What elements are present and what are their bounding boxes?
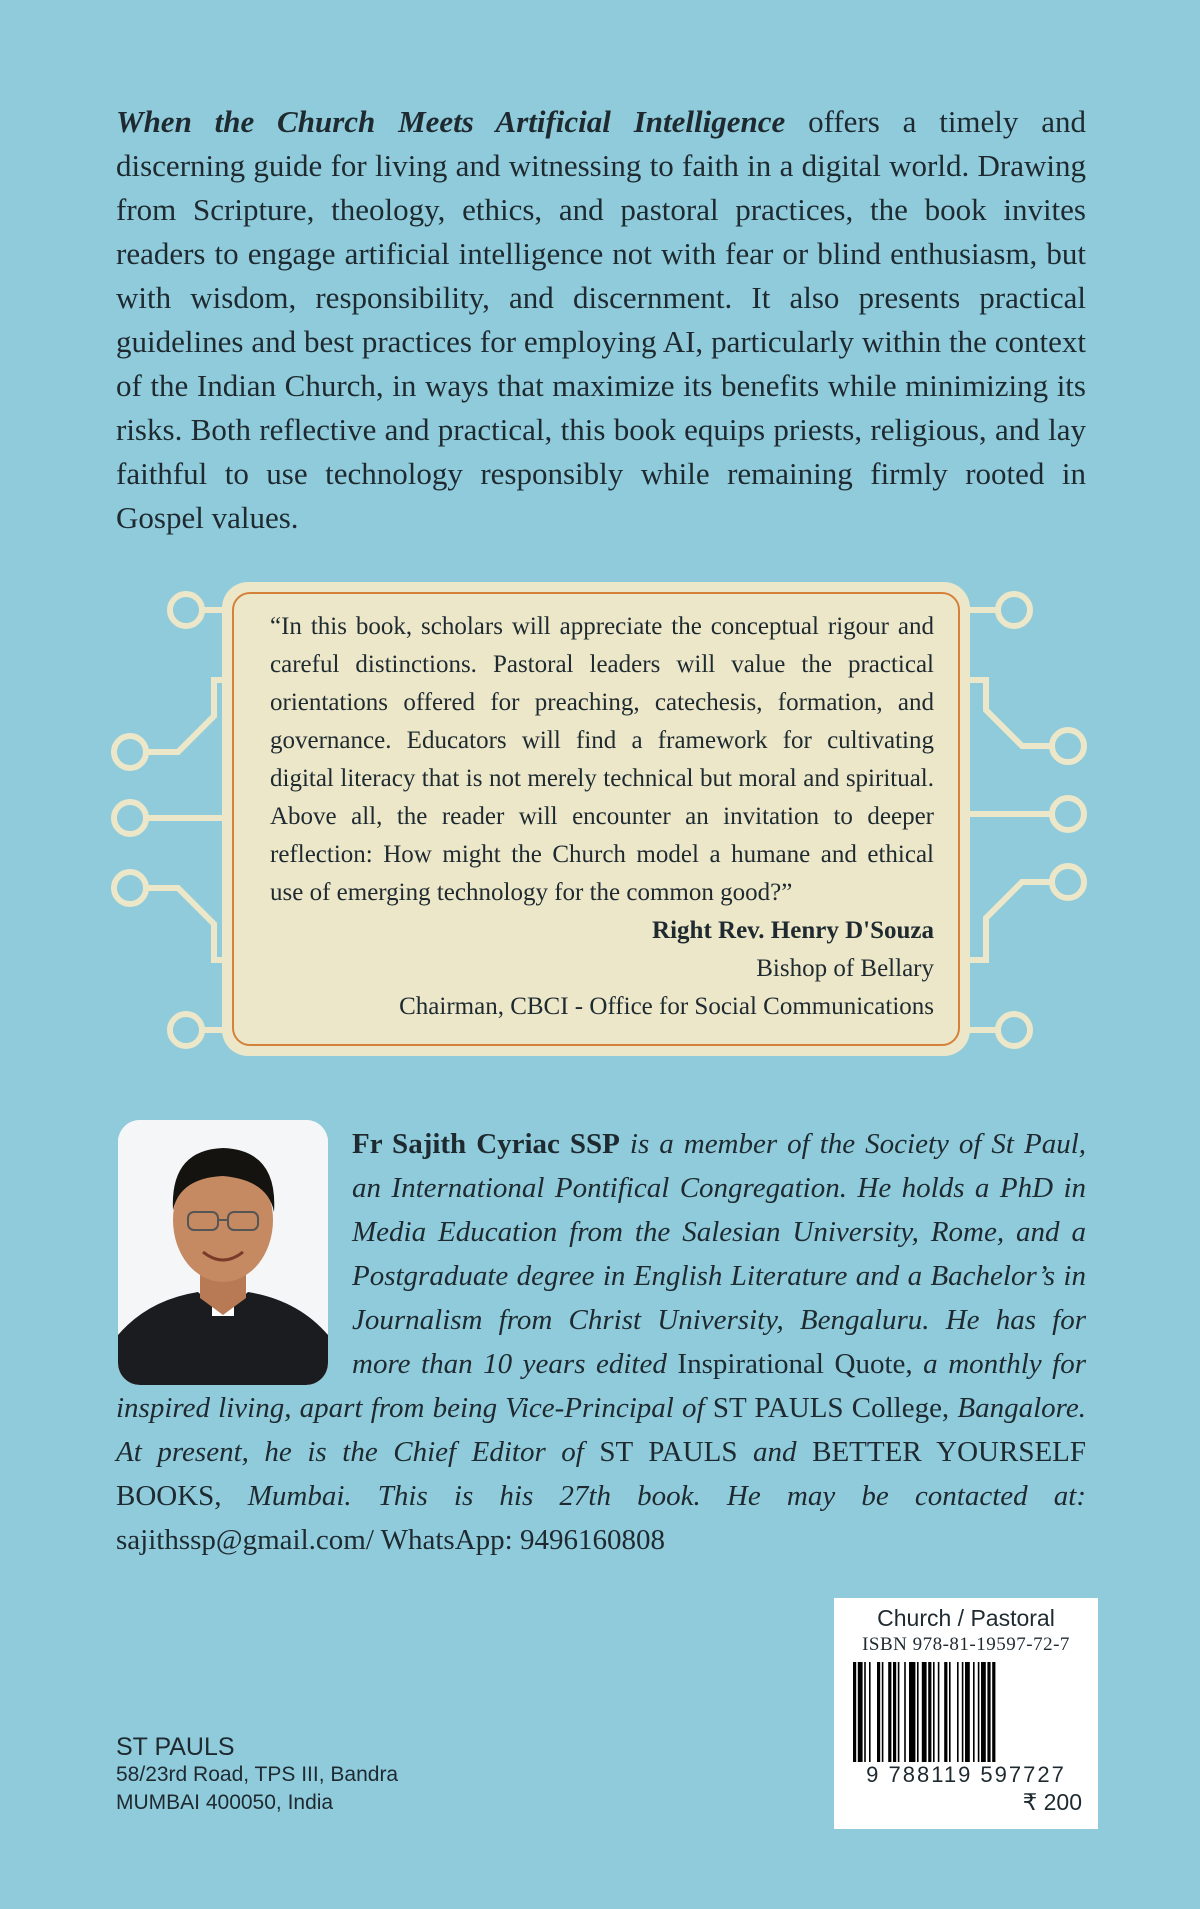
publisher-address — [116, 1733, 398, 1817]
endorser-name-text: Right Rev. Henry D'Souza — [652, 917, 934, 944]
author-bio-1: is a member of the Society of St Paul, an International Pontifical Congregation. He holds a PhD in Media Education from the Salesian University, Rome, and a Postgraduate degree in English Literature and a Bachelor’s in Journalism from Christ University, Bengaluru. He has for more than 10 years edited — [352, 1128, 1087, 1380]
isbn-text: ISBN 978-81-19597-72-7 — [862, 1634, 1070, 1655]
endorser-role-2: Chairman, CBCI - Office for Social Communications — [399, 993, 934, 1020]
book-title: When the Church Meets Artificial Intelligence — [116, 104, 786, 139]
author-bio-8: BETTER YOURSELF BOOKS, — [116, 1436, 1087, 1512]
book-category: Church / Pastoral — [877, 1605, 1055, 1631]
author-bio-5: Bangalore. At present, he is the Chief Editor of — [116, 1392, 1086, 1468]
book-blurb — [116, 100, 1086, 540]
author-bio-7: and — [737, 1436, 813, 1468]
author-contact: sajithssp@gmail.com/ WhatsApp: 9496160808 — [116, 1524, 665, 1556]
barcode-number: 9 788119 597727 — [866, 1762, 1066, 1787]
author-bio-2: Inspirational Quote, — [677, 1348, 913, 1380]
barcode-icon — [851, 1662, 1081, 1762]
endorsement-panel — [222, 582, 970, 1056]
publisher-name: ST PAULS — [116, 1733, 235, 1761]
author-name: Fr Sajith Cyriac SSP — [352, 1128, 620, 1160]
endorser-name — [270, 912, 934, 950]
endorsement-frame — [232, 592, 960, 1046]
author-bio-6: ST PAULS — [599, 1436, 738, 1468]
author-bio-9: Mumbai. This is his 27th book. He may be contacted at: — [221, 1480, 1086, 1512]
blurb-body: offers a timely and discerning guide for living and witnessing to faith in a digital world. Drawing from Scripture, theology, ethics, and pastoral practices, the book invites readers to engage artificial intelligence not with fear or blind enthusiasm, but with wisdom, responsibility, and discernment. It also presents practical guidelines and best practices for employing AI, particularly within the context of the Indian Church, in ways that maximize its benefits while minimizing its risks. Both reflective and practical, this book equips priests, religious, and lay faithful to use technology responsibly while remaining firmly rooted in Gospel values. — [116, 104, 1086, 535]
endorser-role-1: Bishop of Bellary — [756, 955, 934, 982]
author-bio — [116, 1122, 1086, 1562]
barcode-panel — [834, 1598, 1098, 1829]
endorsement-quote: “In this book, scholars will appreciate the conceptual rigour and careful distinctions. Pastoral leaders will value the practical orientations offered for preaching, catechesis, formation, and governance. Educators will find a framework for cultivating digital literacy that is not merely technical but moral and spiritual. Above all, the reader will encounter an invitation to deeper reflection: How might the Church model a humane and ethical use of emerging technology for the common good?” — [270, 613, 934, 906]
author-bio-4: ST PAULS College, — [712, 1392, 950, 1424]
price: ₹ 200 — [1022, 1789, 1082, 1815]
author-bio-3: a monthly for inspired living, apart from being Vice-Principal of — [116, 1348, 1086, 1424]
publisher-line-2: MUMBAI 400050, India — [116, 1791, 334, 1814]
publisher-line-1: 58/23rd Road, TPS III, Bandra — [116, 1763, 399, 1786]
